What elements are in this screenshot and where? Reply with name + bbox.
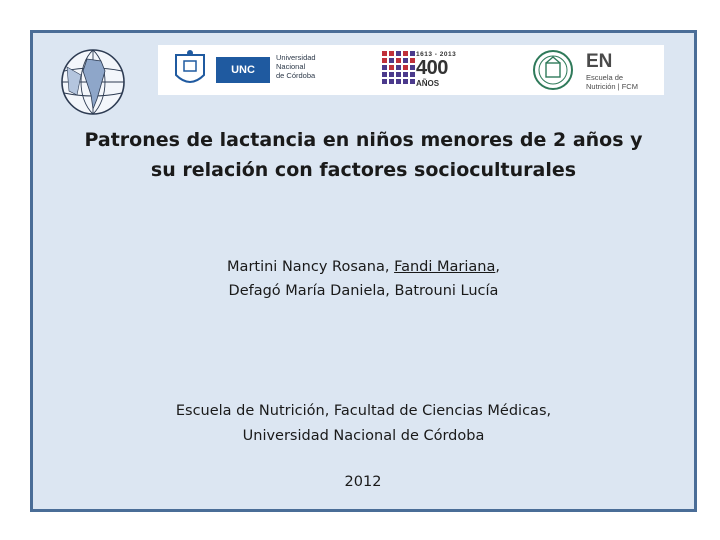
affiliation-line-2: Universidad Nacional de Córdoba <box>242 428 485 444</box>
presentation-year: 2012 <box>344 474 382 490</box>
author-suffix: , <box>495 259 500 275</box>
school-logo-name: Escuela de Nutrición | FCM <box>586 73 638 91</box>
affiliation <box>73 399 654 449</box>
anniversary-range: 1613 - 2013 <box>416 51 457 58</box>
author-line-2: Defagó María Daniela, Batrouni Lucía <box>228 283 499 299</box>
unc-logo-name: Universidad Nacional de Córdoba <box>276 53 316 80</box>
anniversary-logo <box>416 49 500 91</box>
author-prefix: Martini Nancy Rosana, <box>227 259 395 275</box>
pixel-mosaic-icon <box>376 45 420 95</box>
title-line-2: su relación con factores socioculturales <box>150 159 577 181</box>
school-logo-abbr: EN <box>586 51 613 72</box>
author-line-1 <box>93 255 634 279</box>
institution-logos <box>158 45 664 95</box>
author-list <box>93 255 634 303</box>
presenting-author: Fandi Mariana <box>394 259 496 275</box>
anniversary-number: 400 <box>416 57 448 79</box>
unc-crest-icon <box>168 45 212 95</box>
title-slide <box>30 30 697 512</box>
title-line-1: Patrones de lactancia en niños menores de 2 años y <box>84 129 643 151</box>
slide-title <box>43 125 684 185</box>
unc-logo-badge: UNC <box>216 57 270 83</box>
anniversary-word: AÑOS <box>416 79 440 88</box>
affiliation-line-1: Escuela de Nutrición, Facultad de Ciencias Médicas, <box>175 403 552 419</box>
faculty-seal-icon <box>530 45 576 95</box>
globe-map-logo <box>57 45 129 119</box>
